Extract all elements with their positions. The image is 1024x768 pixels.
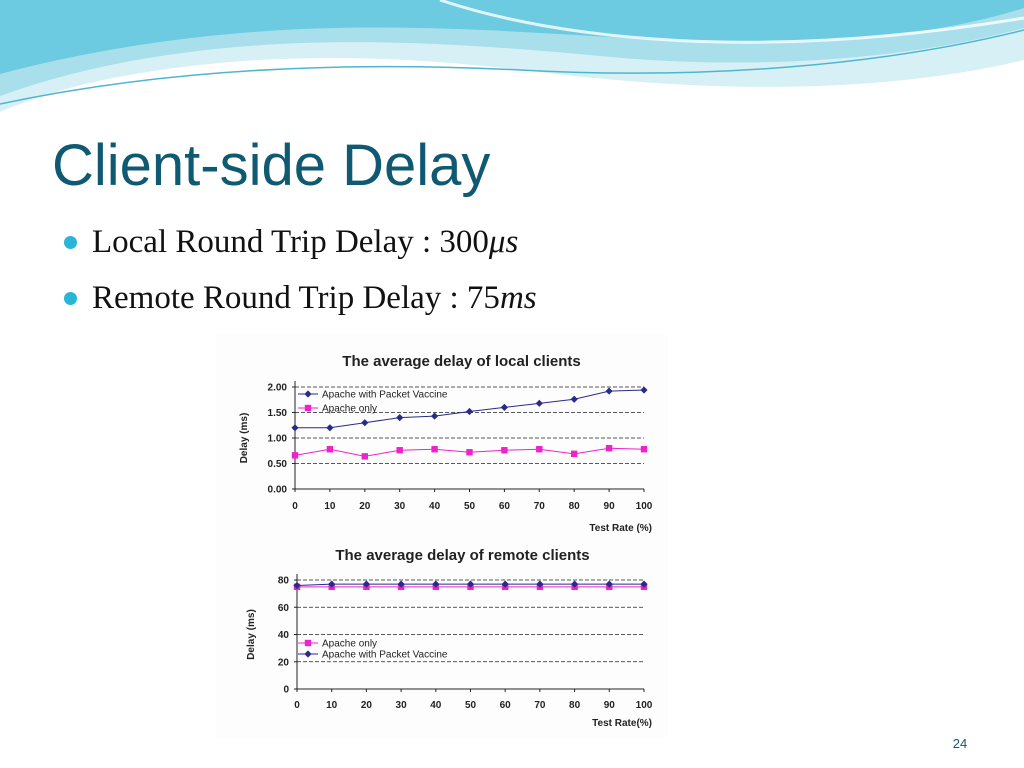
y-axis-label: Delay (ms) [246, 609, 257, 660]
bullet-text: Remote Round Trip Delay : 75 [92, 280, 500, 316]
legend-label: Apache with Packet Vaccine [322, 649, 448, 661]
legend-label: Apache only [322, 638, 378, 650]
data-point [501, 447, 507, 453]
data-point [640, 386, 647, 393]
header-wave-decoration [0, 0, 1024, 120]
data-point [571, 396, 578, 403]
x-tick-label: 50 [463, 501, 476, 512]
data-point [571, 451, 577, 457]
x-tick-label: 100 [635, 700, 653, 711]
data-point [536, 400, 543, 407]
bullet-list [64, 222, 537, 334]
data-point [466, 408, 473, 415]
x-tick-label: 80 [569, 700, 581, 711]
x-tick-label: 60 [499, 700, 511, 711]
legend-label: Apache only [322, 403, 378, 415]
data-point [397, 447, 403, 453]
y-tick-label: 0.00 [267, 484, 287, 496]
data-point [431, 446, 437, 452]
slide-title: Client-side Delay [52, 133, 491, 198]
data-point [362, 453, 368, 459]
legend-marker [304, 390, 311, 397]
data-point [396, 414, 403, 421]
x-tick-label: 10 [324, 501, 336, 512]
x-tick-label: 60 [498, 501, 510, 512]
data-point [327, 446, 333, 452]
data-point [361, 419, 368, 426]
data-point [431, 412, 438, 419]
x-tick-label: 50 [464, 700, 477, 711]
y-axis-label: Delay (ms) [239, 412, 250, 464]
x-tick-label: 30 [394, 501, 406, 512]
y-tick-label: 1.50 [267, 408, 287, 419]
y-tick-label: 1.00 [267, 433, 287, 445]
delay-figure [216, 334, 668, 738]
x-tick-label: 20 [360, 700, 372, 711]
data-point [292, 452, 298, 458]
y-tick-label: 20 [277, 657, 289, 669]
legend-marker [304, 650, 311, 657]
x-tick-label: 90 [603, 501, 615, 512]
y-tick-label: 60 [277, 602, 289, 614]
x-tick-label: 80 [568, 501, 580, 512]
bullet-unit: ms [499, 280, 537, 316]
data-point [291, 424, 298, 431]
x-tick-label: 40 [430, 700, 442, 711]
bullet-unit: μs [488, 224, 519, 260]
y-tick-label: 80 [277, 575, 289, 587]
x-tick-label: 70 [533, 501, 545, 512]
x-tick-label: 90 [603, 700, 615, 711]
y-tick-label: 40 [277, 630, 289, 641]
x-tick-label: 20 [359, 501, 371, 512]
bullet-dot-icon [64, 292, 77, 305]
data-point [326, 424, 333, 431]
data-point [466, 449, 472, 455]
bullet-text: Local Round Trip Delay : 300 [92, 224, 489, 260]
y-tick-label: 0.50 [267, 459, 287, 470]
delay-charts-svg [216, 334, 668, 738]
legend-marker [305, 640, 311, 646]
data-point [606, 387, 613, 394]
data-point [501, 404, 508, 411]
data-point [536, 446, 542, 452]
legend-label: Apache with Packet Vaccine [322, 389, 448, 401]
x-tick-label: 0 [292, 501, 298, 512]
chart-title: The average delay of local clients [342, 353, 581, 370]
chart-title: The average delay of remote clients [335, 547, 590, 564]
x-tick-label: 70 [534, 700, 546, 711]
page-number: 24 [952, 736, 968, 751]
bullet-item-remote-delay [64, 278, 537, 318]
data-point [641, 446, 647, 452]
y-tick-label: 2.00 [267, 382, 287, 394]
x-axis-label: Test Rate(%) [592, 718, 652, 729]
data-point [606, 445, 612, 451]
x-axis-label: Test Rate (%) [589, 523, 652, 534]
x-tick-label: 10 [326, 700, 338, 711]
bullet-dot-icon [64, 236, 77, 249]
bullet-item-local-delay [64, 222, 537, 262]
x-tick-label: 0 [294, 700, 300, 711]
x-tick-label: 30 [395, 700, 407, 711]
x-tick-label: 100 [635, 501, 653, 512]
y-tick-label: 0 [283, 684, 289, 696]
x-tick-label: 40 [429, 501, 441, 512]
legend-marker [305, 405, 311, 411]
